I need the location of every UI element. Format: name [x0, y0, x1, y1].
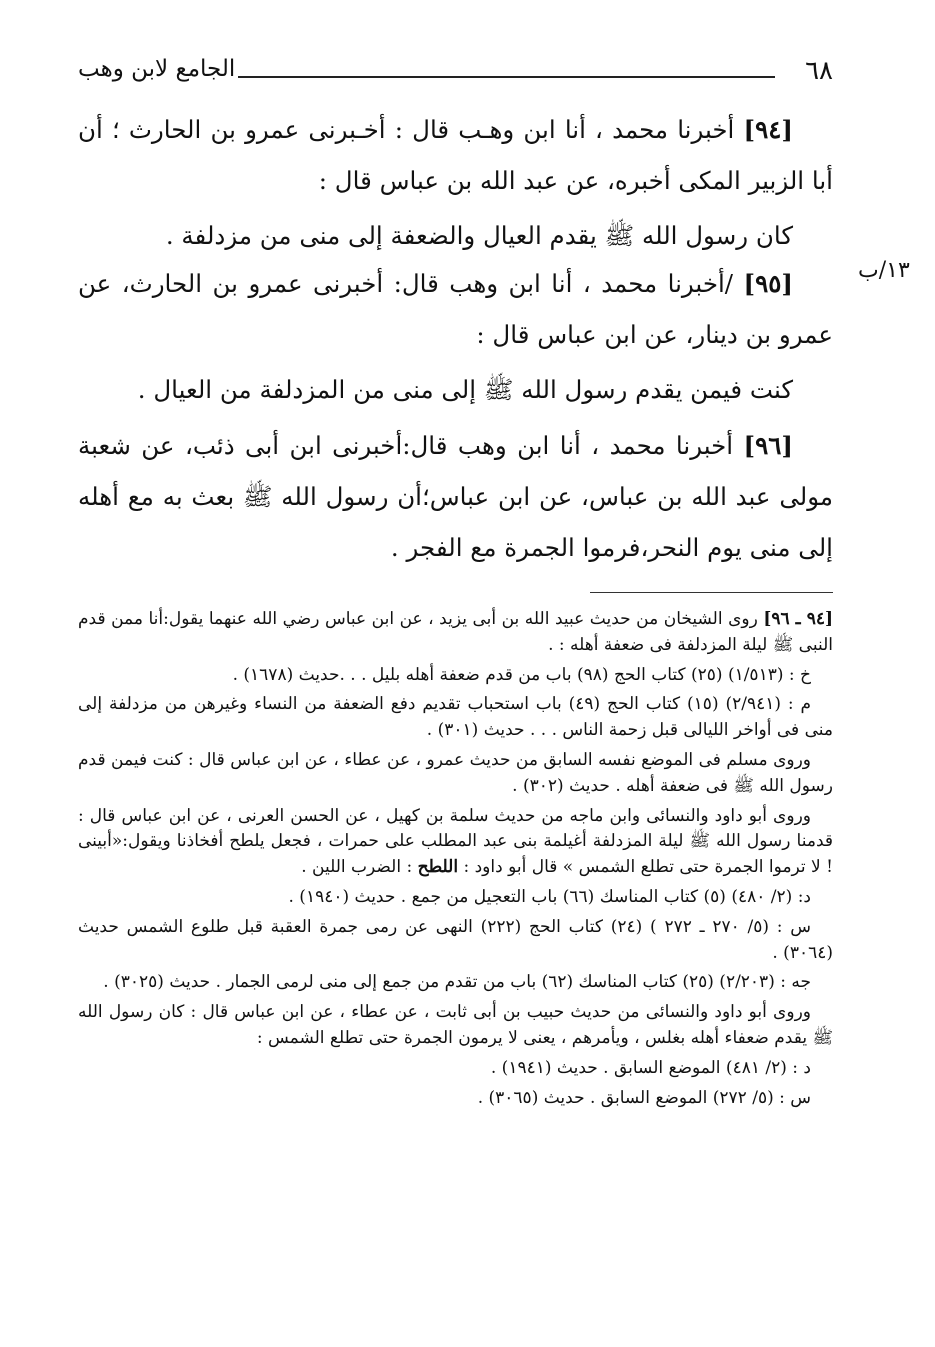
footnote-bold-term: اللطح	[417, 857, 459, 878]
footnote-range: [٩٤ ـ ٩٦]	[763, 609, 833, 629]
hadith-number: [٩٦]	[743, 431, 793, 460]
header-rule	[238, 76, 775, 78]
footnote-paragraph: وروى أبو داود والنسائى وابن ماجه من حديث سلمة بن كهيل ، عن الحسن العرنى ، عن ابن عباس قال : قدمنا رسول الله ﷺ ليلة المزدلفة أغيلمة بنى عبد المطلب على حمرات ، فجعل يلطح أفخاذنا ويقول:«أبينى ! لا ترموا الجمرة حتى تطلع الشمس » قال أبو داود : اللطح : الضرب اللين .	[78, 805, 833, 878]
hadith-matn: كان رسول الله ﷺ يقدم العيال والضعفة إلى منى من مزدلفة .	[165, 221, 793, 250]
footnotes	[78, 607, 833, 1115]
hadith-number: [٩٥]	[743, 269, 793, 298]
hadith-94	[78, 104, 833, 261]
hadith-isnad: [٩٤] أخبرنا محمد ، أنا ابن وهـب قال : أخـبرنى عمرو بن الحارث ؛ أن أبا الزبير المكى أخبره، عن عبد الله بن عباس قال :	[78, 115, 833, 195]
footnote-paragraph: د: (٢/ ٤٨٠) (٥) كتاب المناسك (٦٦) باب التعجيل من جمع . حديث (١٩٤٠) .	[288, 886, 811, 907]
hadith-95	[78, 258, 833, 415]
footnote-paragraph: س : (٥/ ٢٧٠ ـ ٢٧٢ ) (٢٤) كتاب الحج (٢٢٢) النهى عن رمى جمرة العقبة قبل طلوع الشمس حديث (٣٠٦٤) .	[78, 916, 833, 963]
footnote-paragraph: جه : (٢/٢٠٣) (٢٥) كتاب المناسك (٦٢) باب من تقدم من جمع إلى منى لرمى الجمار . حديث (٣٠٢٥) .	[103, 972, 811, 993]
footnote-paragraph: خ : (١/٥١٣) (٢٥) كتاب الحج (٩٨) باب من قدم ضعفة أهله بليل . . .حديث (١٦٧٨) .	[232, 664, 811, 685]
footnote-paragraph: م : (٢/٩٤١) (١٥) كتاب الحج (٤٩) باب استحباب تقديم دفع الضعفة من النساء وغيرهن من مزدلفة إلى منى فى أواخر الليالى قبل زحمة الناس . . . حديث (٣٠١) .	[78, 694, 833, 741]
manuscript-folio-note: ١٣/ب	[858, 258, 910, 283]
footnote-paragraph: د : (٢/ ٤٨١) الموضع السابق . حديث (١٩٤١) .	[490, 1057, 811, 1078]
footnote-paragraph: س : (٥/ ٢٧٢) الموضع السابق . حديث (٣٠٦٥) .	[477, 1087, 811, 1108]
hadith-isnad: [٩٥] /أخبرنا محمد ، أنا ابن وهب قال: أخبرنى عمرو بن الحارث، عن عمرو بن دينار، عن ابن عباس قال :	[78, 269, 833, 349]
running-header	[78, 56, 833, 96]
footnote-paragraph: وروى أبو داود والنسائى من حديث حبيب بن أبى ثابت ، عن عطاء ، عن ابن عباس قال : كان رسول الله ﷺ يقدم ضعفاء أهله بغلس ، ويأمرهم ، يعنى لا يرمون الجمرة حتى تطلع الشمس :	[78, 1002, 833, 1048]
footnote-paragraph: [٩٤ ـ ٩٦] روى الشيخان من حديث عبيد الله بن أبى يزيد ، عن ابن عباس رضي الله عنهما يقول:أنا ممن قدم النبى ﷺ ليلة المزدلفة فى ضعفة أهله : .	[78, 609, 833, 655]
book-title: الجامع لابن وهب	[78, 56, 236, 82]
page-number: ٦٨	[805, 56, 833, 86]
footnote-paragraph: وروى مسلم فى الموضع نفسه السابق من حديث عمرو ، عن عطاء ، عن ابن عباس قال : كنت فيمن قدم رسول الله ﷺ فى ضعفة أهله . حديث (٣٠٢) .	[78, 749, 833, 796]
hadith-number: [٩٤]	[743, 115, 793, 144]
footnote-separator	[590, 592, 833, 593]
hadith-96	[78, 420, 833, 573]
hadith-matn: كنت فيمن يقدم رسول الله ﷺ إلى منى من المزدلفة من العيال .	[137, 375, 793, 404]
hadith-text: [٩٦] أخبرنا محمد ، أنا ابن وهب قال:أخبرنى ابن أبى ذئب، عن شعبة مولى عبد الله بن عباس، عن ابن عباس؛أن رسول الله ﷺ بعث به مع أهله إلى منى يوم النحر،فرموا الجمرة مع الفجر .	[78, 431, 833, 562]
